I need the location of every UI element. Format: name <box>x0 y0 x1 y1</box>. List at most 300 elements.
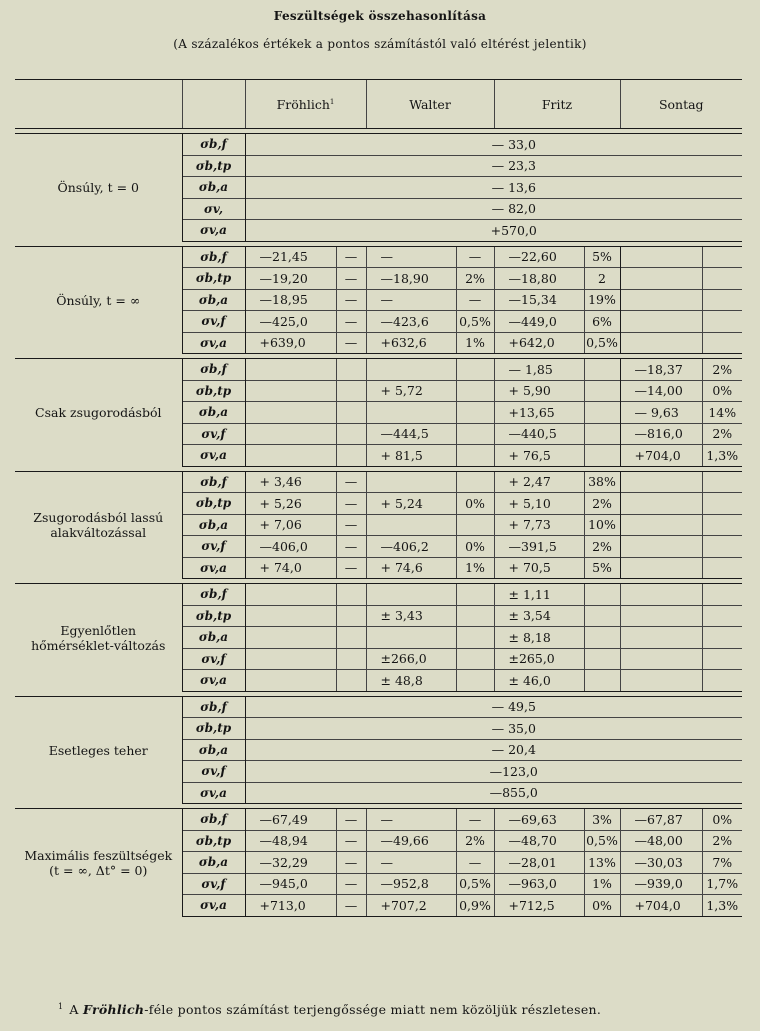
deviation-cell <box>702 268 742 290</box>
value-cell <box>366 584 456 606</box>
deviation-cell: — <box>336 493 366 515</box>
table-row <box>15 809 742 831</box>
deviation-cell: 1,7% <box>702 873 742 895</box>
stress-symbol <box>182 134 245 156</box>
stress-symbol <box>182 359 245 381</box>
value-cell: —449,0 <box>494 311 584 333</box>
deviation-cell: 0,5% <box>456 873 494 895</box>
stress-symbol <box>182 311 245 333</box>
deviation-cell <box>456 605 494 627</box>
value-cell: ± 1,11 <box>494 584 584 606</box>
deviation-cell: — <box>336 557 366 579</box>
value-cell <box>620 289 702 311</box>
stress-symbol-text: σb,a <box>198 405 229 420</box>
stress-symbol-text: σb,tp <box>195 383 232 398</box>
deviation-cell: 1,3% <box>702 445 742 467</box>
stress-symbol-text: σv,a <box>200 223 227 238</box>
deviation-cell: — <box>336 471 366 493</box>
common-value: —855,0 <box>245 782 742 804</box>
stress-symbol <box>182 873 245 895</box>
deviation-cell: 14% <box>702 402 742 424</box>
table-row <box>15 696 742 718</box>
value-cell: +13,65 <box>494 402 584 424</box>
value-cell: —48,94 <box>245 830 336 852</box>
deviation-cell: 5% <box>584 557 620 579</box>
stress-symbol-text: σb,f <box>200 137 227 152</box>
stress-symbol-text: σv,a <box>200 673 227 688</box>
stress-symbol <box>182 627 245 649</box>
stress-symbol <box>182 332 245 354</box>
deviation-cell: 0% <box>456 536 494 558</box>
value-cell <box>620 332 702 354</box>
deviation-cell <box>702 246 742 268</box>
deviation-cell <box>336 627 366 649</box>
deviation-cell <box>702 493 742 515</box>
stress-symbol-text: σv, <box>203 201 224 216</box>
value-cell: —444,5 <box>366 423 456 445</box>
value-cell <box>620 471 702 493</box>
stress-symbol-text: σb,tp <box>195 158 232 173</box>
value-cell: +639,0 <box>245 332 336 354</box>
common-value: +570,0 <box>245 220 742 242</box>
value-cell <box>620 627 702 649</box>
value-cell: +713,0 <box>245 895 336 917</box>
header-row <box>15 80 742 129</box>
stress-symbol-text: σv,f <box>201 764 226 779</box>
row-category-label: Önsúly, t = 0 <box>15 134 182 242</box>
deviation-cell <box>584 584 620 606</box>
header-frohlich-label: Fröhlich <box>276 96 330 112</box>
stress-symbol-text: σv,f <box>201 876 226 891</box>
deviation-cell: 2% <box>456 830 494 852</box>
deviation-cell <box>584 380 620 402</box>
value-cell: —28,01 <box>494 852 584 874</box>
value-cell: —18,95 <box>245 289 336 311</box>
deviation-cell: 0,9% <box>456 895 494 917</box>
deviation-cell: 6% <box>584 311 620 333</box>
value-cell <box>245 359 336 381</box>
row-category-label: Önsúly, t = ∞ <box>15 246 182 354</box>
deviation-cell: — <box>336 268 366 290</box>
footnote-name: Fröhlich <box>83 1002 145 1017</box>
deviation-cell <box>456 627 494 649</box>
deviation-cell <box>456 359 494 381</box>
value-cell: +704,0 <box>620 895 702 917</box>
value-cell: —15,34 <box>494 289 584 311</box>
row-category-label: Esetleges teher <box>15 696 182 804</box>
deviation-cell <box>702 670 742 692</box>
common-value: — 13,6 <box>245 177 742 199</box>
deviation-cell <box>456 584 494 606</box>
comparison-table <box>15 79 742 917</box>
stress-symbol-text: σb,a <box>198 742 229 757</box>
deviation-cell <box>336 584 366 606</box>
stress-symbol <box>182 739 245 761</box>
value-cell: + 81,5 <box>366 445 456 467</box>
deviation-cell: — <box>336 873 366 895</box>
stress-symbol <box>182 198 245 220</box>
value-cell: ±265,0 <box>494 648 584 670</box>
value-cell: —939,0 <box>620 873 702 895</box>
value-cell <box>366 359 456 381</box>
deviation-cell: — <box>336 514 366 536</box>
stress-symbol-text: σb,a <box>198 630 229 645</box>
deviation-cell: 1% <box>584 873 620 895</box>
deviation-cell: 7% <box>702 852 742 874</box>
deviation-cell <box>584 648 620 670</box>
deviation-cell <box>336 445 366 467</box>
stress-symbol-text: σb,a <box>198 180 229 195</box>
value-cell: + 5,72 <box>366 380 456 402</box>
value-cell <box>366 627 456 649</box>
stress-symbol <box>182 536 245 558</box>
stress-symbol-text: σb,f <box>200 699 227 714</box>
deviation-cell <box>702 311 742 333</box>
stress-symbol-text: σv,f <box>201 539 226 554</box>
stress-symbol <box>182 648 245 670</box>
value-cell: —945,0 <box>245 873 336 895</box>
value-cell <box>620 536 702 558</box>
value-cell: — 9,63 <box>620 402 702 424</box>
stress-symbol-text: σv,a <box>200 448 227 463</box>
stress-symbol-text: σb,a <box>198 517 229 532</box>
value-cell: +707,2 <box>366 895 456 917</box>
stress-symbol <box>182 423 245 445</box>
stress-symbol-text: σv,f <box>201 314 226 329</box>
deviation-cell <box>702 605 742 627</box>
value-cell: +632,6 <box>366 332 456 354</box>
header-frohlich <box>245 80 366 129</box>
deviation-cell <box>584 627 620 649</box>
stress-symbol-text: σb,f <box>200 362 227 377</box>
stress-symbol <box>182 380 245 402</box>
deviation-cell: 2% <box>702 359 742 381</box>
table-row <box>15 246 742 268</box>
common-value: — 49,5 <box>245 696 742 718</box>
value-cell: —18,80 <box>494 268 584 290</box>
deviation-cell: 0% <box>702 380 742 402</box>
value-cell: + 5,90 <box>494 380 584 402</box>
stress-symbol-text: σv,f <box>201 651 226 666</box>
header-category-cell <box>15 80 182 129</box>
stress-symbol-text: σb,f <box>200 812 227 827</box>
value-cell: + 5,10 <box>494 493 584 515</box>
stress-symbol <box>182 514 245 536</box>
stress-symbol <box>182 584 245 606</box>
row-category-label: Egyenlőtlen hőmérséklet-változás <box>15 584 182 692</box>
value-cell: —22,60 <box>494 246 584 268</box>
value-cell: —67,87 <box>620 809 702 831</box>
header-walter: Walter <box>366 80 494 129</box>
common-value: — 20,4 <box>245 739 742 761</box>
deviation-cell: — <box>456 809 494 831</box>
value-cell <box>620 605 702 627</box>
stress-symbol-text: σv,a <box>200 335 227 350</box>
value-cell: ± 3,43 <box>366 605 456 627</box>
stress-symbol <box>182 268 245 290</box>
value-cell: + 74,0 <box>245 557 336 579</box>
value-cell: — <box>366 289 456 311</box>
deviation-cell: 1% <box>456 557 494 579</box>
table-row <box>15 584 742 606</box>
deviation-cell: 10% <box>584 514 620 536</box>
deviation-cell: — <box>336 536 366 558</box>
deviation-cell <box>584 670 620 692</box>
deviation-cell: 0% <box>456 493 494 515</box>
footnote-text: -féle pontos számítást terjengőssége miatt nem közöljük részletesen. <box>144 1002 602 1017</box>
deviation-cell: 2 <box>584 268 620 290</box>
deviation-cell: — <box>456 289 494 311</box>
value-cell: —952,8 <box>366 873 456 895</box>
value-cell <box>620 268 702 290</box>
stress-symbol-text: σb,f <box>200 474 227 489</box>
footnote <box>58 1002 601 1017</box>
value-cell: +712,5 <box>494 895 584 917</box>
stress-symbol <box>182 852 245 874</box>
deviation-cell <box>584 605 620 627</box>
common-value: — 33,0 <box>245 134 742 156</box>
value-cell: —816,0 <box>620 423 702 445</box>
deviation-cell: 0,5% <box>584 830 620 852</box>
stress-symbol <box>182 670 245 692</box>
value-cell: ± 3,54 <box>494 605 584 627</box>
deviation-cell <box>456 514 494 536</box>
value-cell: —49,66 <box>366 830 456 852</box>
page-title: Feszültségek összehasonlítása <box>273 9 487 23</box>
deviation-cell: 2% <box>584 493 620 515</box>
stress-symbol <box>182 402 245 424</box>
stress-symbol-text: σv,f <box>201 426 226 441</box>
stress-symbol <box>182 445 245 467</box>
value-cell <box>366 471 456 493</box>
stress-symbol <box>182 605 245 627</box>
deviation-cell: — <box>336 311 366 333</box>
row-category-label: Csak zsugorodásból <box>15 359 182 467</box>
deviation-cell <box>702 536 742 558</box>
table-row <box>15 471 742 493</box>
value-cell: —440,5 <box>494 423 584 445</box>
stress-symbol <box>182 895 245 917</box>
deviation-cell <box>584 445 620 467</box>
value-cell <box>245 670 336 692</box>
value-cell <box>620 246 702 268</box>
deviation-cell: — <box>456 246 494 268</box>
deviation-cell <box>702 471 742 493</box>
stress-symbol <box>182 246 245 268</box>
stress-symbol-text: σb,a <box>198 292 229 307</box>
value-cell: ±266,0 <box>366 648 456 670</box>
value-cell: —19,20 <box>245 268 336 290</box>
deviation-cell: — <box>336 246 366 268</box>
value-cell <box>620 670 702 692</box>
deviation-cell <box>702 627 742 649</box>
row-category-label: Zsugorodásból lassú alakváltozással <box>15 471 182 579</box>
deviation-cell <box>584 359 620 381</box>
value-cell: +704,0 <box>620 445 702 467</box>
deviation-cell: — <box>336 289 366 311</box>
value-cell: —21,45 <box>245 246 336 268</box>
deviation-cell <box>336 605 366 627</box>
value-cell: —425,0 <box>245 311 336 333</box>
value-cell: —18,37 <box>620 359 702 381</box>
value-cell: + 7,73 <box>494 514 584 536</box>
value-cell: + 5,26 <box>245 493 336 515</box>
stress-symbol-text: σb,tp <box>195 608 232 623</box>
value-cell: — <box>366 246 456 268</box>
value-cell <box>245 627 336 649</box>
value-cell: + 70,5 <box>494 557 584 579</box>
deviation-cell <box>584 423 620 445</box>
deviation-cell <box>456 445 494 467</box>
stress-symbol <box>182 809 245 831</box>
value-cell: —14,00 <box>620 380 702 402</box>
stress-symbol-text: σb,tp <box>195 271 232 286</box>
footnote-ref: 1 <box>329 97 335 106</box>
deviation-cell <box>456 380 494 402</box>
deviation-cell <box>584 402 620 424</box>
deviation-cell: 0,5% <box>584 332 620 354</box>
deviation-cell: — <box>336 895 366 917</box>
stress-symbol-text: σb,f <box>200 587 227 602</box>
deviation-cell <box>336 359 366 381</box>
value-cell: —48,70 <box>494 830 584 852</box>
deviation-cell <box>456 471 494 493</box>
stress-symbol <box>182 220 245 242</box>
deviation-cell <box>702 289 742 311</box>
deviation-cell: — <box>336 809 366 831</box>
value-cell: + 5,24 <box>366 493 456 515</box>
stress-symbol <box>182 289 245 311</box>
value-cell: — <box>366 809 456 831</box>
deviation-cell <box>336 423 366 445</box>
value-cell <box>620 584 702 606</box>
footnote-mark: 1 <box>58 1002 64 1011</box>
value-cell: — 1,85 <box>494 359 584 381</box>
deviation-cell: 2% <box>702 423 742 445</box>
deviation-cell: — <box>456 852 494 874</box>
value-cell <box>245 648 336 670</box>
deviation-cell: 2% <box>702 830 742 852</box>
value-cell: —406,2 <box>366 536 456 558</box>
stress-symbol-text: σb,tp <box>195 721 232 736</box>
value-cell <box>620 493 702 515</box>
value-cell: + 3,46 <box>245 471 336 493</box>
deviation-cell: 0% <box>702 809 742 831</box>
deviation-cell: 2% <box>456 268 494 290</box>
value-cell: + 76,5 <box>494 445 584 467</box>
value-cell <box>245 605 336 627</box>
stress-symbol <box>182 761 245 783</box>
value-cell: —67,49 <box>245 809 336 831</box>
value-cell <box>245 380 336 402</box>
value-cell: —30,03 <box>620 852 702 874</box>
value-cell <box>620 514 702 536</box>
value-cell: —18,90 <box>366 268 456 290</box>
stress-symbol-text: σb,a <box>198 855 229 870</box>
value-cell <box>245 584 336 606</box>
value-cell <box>245 402 336 424</box>
stress-symbol <box>182 493 245 515</box>
header-symbol-cell <box>182 80 245 129</box>
value-cell: — <box>366 852 456 874</box>
value-cell: + 74,6 <box>366 557 456 579</box>
deviation-cell <box>336 670 366 692</box>
value-cell <box>366 514 456 536</box>
value-cell: + 7,06 <box>245 514 336 536</box>
stress-symbol-text: σv,a <box>200 898 227 913</box>
table-row <box>15 134 742 156</box>
value-cell: —391,5 <box>494 536 584 558</box>
deviation-cell <box>702 557 742 579</box>
value-cell <box>620 557 702 579</box>
value-cell: + 2,47 <box>494 471 584 493</box>
stress-symbol <box>182 782 245 804</box>
deviation-cell <box>336 648 366 670</box>
stress-symbol-text: σb,f <box>200 249 227 264</box>
stress-symbol <box>182 830 245 852</box>
deviation-cell <box>702 584 742 606</box>
stress-symbol-text: σv,a <box>200 560 227 575</box>
common-value: — 35,0 <box>245 718 742 740</box>
deviation-cell <box>456 402 494 424</box>
deviation-cell: 1% <box>456 332 494 354</box>
deviation-cell: 3% <box>584 809 620 831</box>
value-cell <box>245 445 336 467</box>
deviation-cell: 5% <box>584 246 620 268</box>
value-cell: ± 8,18 <box>494 627 584 649</box>
stress-symbol <box>182 177 245 199</box>
stress-symbol <box>182 557 245 579</box>
stress-symbol-text: σv,a <box>200 785 227 800</box>
value-cell: +642,0 <box>494 332 584 354</box>
value-cell <box>245 423 336 445</box>
value-cell: ± 48,8 <box>366 670 456 692</box>
common-value: — 82,0 <box>245 198 742 220</box>
header-fritz: Fritz <box>494 80 620 129</box>
stress-symbol <box>182 155 245 177</box>
common-value: — 23,3 <box>245 155 742 177</box>
deviation-cell: 19% <box>584 289 620 311</box>
deviation-cell <box>456 670 494 692</box>
deviation-cell <box>336 402 366 424</box>
deviation-cell <box>702 648 742 670</box>
common-value: —123,0 <box>245 761 742 783</box>
stress-symbol <box>182 718 245 740</box>
value-cell: —48,00 <box>620 830 702 852</box>
stress-symbol-text: σb,tp <box>195 833 232 848</box>
value-cell <box>620 648 702 670</box>
page-subtitle: (A százalékos értékek a pontos számítástól való eltérést jelentik) <box>173 37 587 51</box>
header-sontag: Sontag <box>620 80 742 129</box>
stress-symbol <box>182 471 245 493</box>
value-cell <box>366 402 456 424</box>
value-cell <box>620 311 702 333</box>
deviation-cell: — <box>336 830 366 852</box>
deviation-cell <box>702 332 742 354</box>
deviation-cell: 2% <box>584 536 620 558</box>
value-cell: —963,0 <box>494 873 584 895</box>
stress-symbol-text: σb,tp <box>195 496 232 511</box>
deviation-cell: 13% <box>584 852 620 874</box>
value-cell: —423,6 <box>366 311 456 333</box>
value-cell: —32,29 <box>245 852 336 874</box>
deviation-cell: — <box>336 852 366 874</box>
deviation-cell: 1,3% <box>702 895 742 917</box>
value-cell: ± 46,0 <box>494 670 584 692</box>
deviation-cell: — <box>336 332 366 354</box>
stress-symbol <box>182 696 245 718</box>
deviation-cell <box>336 380 366 402</box>
